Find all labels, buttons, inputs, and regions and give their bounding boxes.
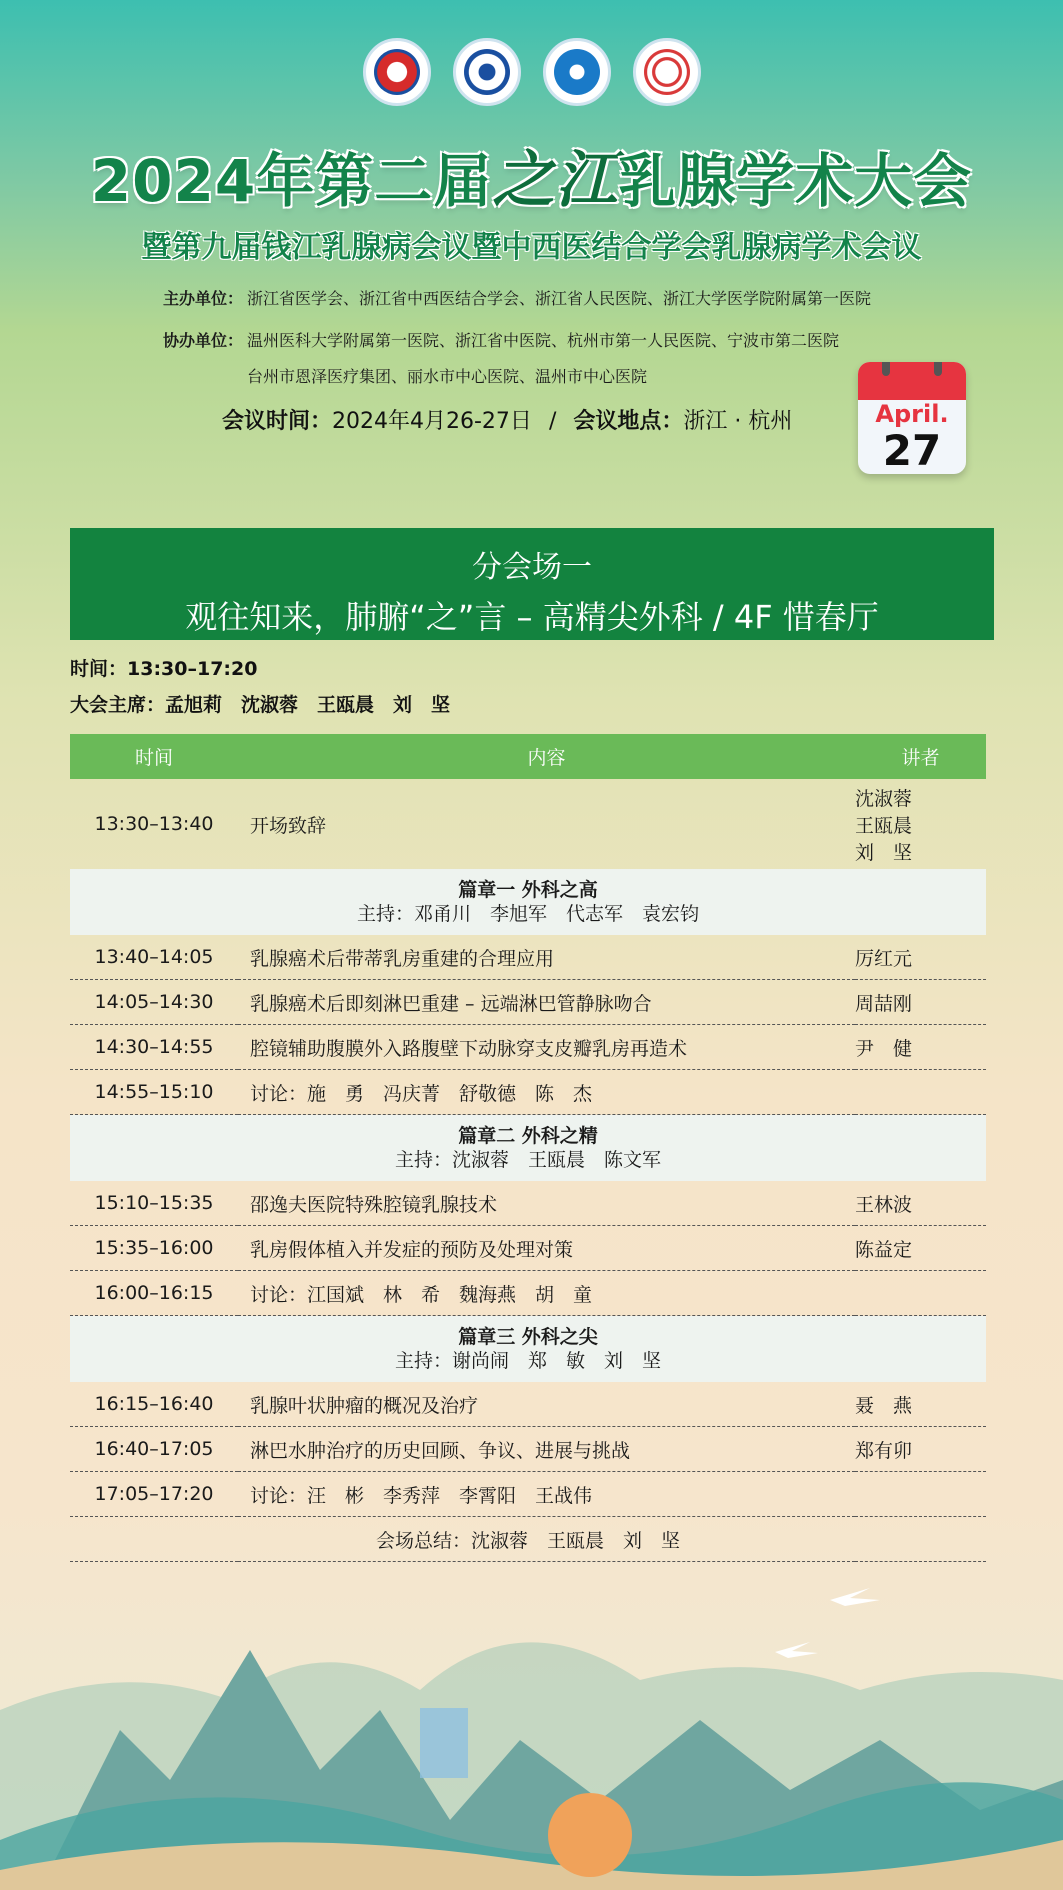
zhejiang-provincial-peoples-hospital-logo [453, 38, 521, 106]
row-time: 17:05–17:20 [70, 1472, 238, 1517]
zhejiang-medical-association-logo [363, 38, 431, 106]
chapter-title: 篇章一 外科之高 [458, 879, 598, 901]
table-row [70, 1181, 986, 1226]
meeting-info [222, 404, 792, 435]
row-time: 15:35–16:00 [70, 1226, 238, 1271]
table-row [70, 779, 986, 869]
table-row [70, 1472, 986, 1517]
separator: / [548, 409, 557, 434]
row-speaker: 周喆刚 [855, 980, 986, 1025]
table-row [70, 1226, 986, 1271]
row-content: 邵逸夫医院特殊腔镜乳腺技术 [238, 1181, 855, 1226]
title-prefix: 2024年第二届 [90, 147, 493, 215]
row-content: 淋巴水肿治疗的历史回顾、争议、进展与挑战 [238, 1427, 855, 1472]
row-speaker [855, 779, 986, 869]
chapter-host: 主持：谢尚闹 郑 敏 刘 坚 [394, 1350, 661, 1372]
row-speaker: 王林波 [855, 1181, 986, 1226]
co-organizer-value-2: 台州市恩泽医疗集团、丽水市中心医院、温州市中心医院 [247, 367, 648, 386]
zhejiang-university-first-hospital-logo [543, 38, 611, 106]
logo-row [0, 38, 1063, 106]
row-content: 乳房假体植入并发症的预防及处理对策 [238, 1226, 855, 1271]
table-row [70, 1070, 986, 1115]
chapter-host: 主持：沈淑蓉 王瓯晨 陈文军 [394, 1149, 661, 1171]
table-header [70, 734, 986, 779]
title-suffix: 乳腺学术大会 [618, 147, 973, 215]
header-speaker: 讲者 [855, 734, 986, 779]
row-content: 腔镜辅助腹膜外入路腹壁下动脉穿支皮瓣乳房再造术 [238, 1025, 855, 1070]
organizer-label: 主办单位： [163, 289, 244, 308]
organizer-value: 浙江省医学会、浙江省中西医结合学会、浙江省人民医院、浙江大学医学院附属第一医院 [247, 289, 872, 308]
session-chairs: 大会主席：孟旭莉 沈淑蓉 王瓯晨 刘 坚 [70, 694, 451, 716]
row-speaker [855, 1271, 986, 1316]
table-row [70, 935, 986, 980]
table-row [70, 1382, 986, 1427]
chapter-row [70, 1316, 986, 1383]
chapter-row [70, 869, 986, 935]
time-value: 2024年4月26-27日 [332, 409, 532, 434]
title-calligraphy: 之江 [492, 143, 619, 216]
calendar-icon [858, 362, 966, 474]
session-title: 分会场一 [472, 550, 592, 585]
schedule-table [70, 734, 986, 1562]
row-speaker [855, 1472, 986, 1517]
row-time: 13:30–13:40 [94, 813, 214, 835]
row-time: 16:40–17:05 [70, 1427, 238, 1472]
co-organizer-label: 协办单位： [163, 331, 244, 350]
speaker-name: 沈淑蓉 [855, 787, 913, 810]
row-time: 14:30–14:55 [70, 1025, 238, 1070]
chapter-host: 主持：邓甬川 李旭军 代志军 袁宏钧 [356, 903, 699, 925]
table-row [70, 980, 986, 1025]
subtitle: 暨第九届钱江乳腺病会议暨中西医结合学会乳腺病学术会议 [141, 230, 922, 265]
header-content: 内容 [238, 734, 855, 779]
row-time: 14:05–14:30 [70, 980, 238, 1025]
time-label: 会议时间： [222, 409, 333, 434]
chapter-row [70, 1115, 986, 1182]
row-speaker: 尹 健 [855, 1025, 986, 1070]
row-time: 13:40–14:05 [70, 935, 238, 980]
table-row [70, 1271, 986, 1316]
place-value: 浙江 · 杭州 [683, 409, 793, 434]
session-banner [70, 528, 994, 640]
row-content: 讨论：汪 彬 李秀萍 李霄阳 王战伟 [238, 1472, 855, 1517]
session-time: 时间：13:30–17:20 [70, 658, 258, 680]
row-time: 16:00–16:15 [70, 1271, 238, 1316]
row-speaker: 聂 燕 [855, 1382, 986, 1427]
calendar-month: April. [875, 400, 949, 428]
table-row [70, 1427, 986, 1472]
row-speaker: 郑有卯 [855, 1427, 986, 1472]
calendar-day: 27 [882, 426, 942, 474]
organizer-line [163, 286, 872, 309]
summary-text: 会场总结：沈淑蓉 王瓯晨 刘 坚 [70, 1517, 986, 1562]
row-content: 讨论：江国斌 林 希 魏海燕 胡 童 [238, 1271, 855, 1316]
co-organizer-line [163, 328, 840, 351]
row-speaker: 陈益定 [855, 1226, 986, 1271]
place-label: 会议地点： [573, 409, 684, 434]
landscape-mountains-cranes-illustration [0, 1540, 1063, 1890]
chapter-title: 篇章二 外科之精 [458, 1125, 598, 1147]
row-speaker: 厉红元 [855, 935, 986, 980]
session-subtitle: 观往知来，肺腑“之”言 – 高精尖外科 / 4F 惜春厅 [185, 598, 879, 636]
speaker-name: 刘 坚 [855, 841, 913, 864]
table-row [70, 1025, 986, 1070]
main-title [0, 130, 1063, 219]
chapter-title: 篇章三 外科之尖 [458, 1326, 598, 1348]
row-time: 14:55–15:10 [70, 1070, 238, 1115]
row-content: 开场致辞 [250, 814, 327, 837]
speaker-name: 王瓯晨 [855, 814, 913, 837]
co-organizer-value-1: 温州医科大学附属第一医院、浙江省中医院、杭州市第一人民医院、宁波市第二医院 [247, 331, 840, 350]
row-content: 讨论：施 勇 冯庆菁 舒敬德 陈 杰 [238, 1070, 855, 1115]
row-content: 乳腺癌术后即刻淋巴重建 – 远端淋巴管静脉吻合 [238, 980, 855, 1025]
row-speaker [855, 1070, 986, 1115]
row-time: 16:15–16:40 [70, 1382, 238, 1427]
row-content: 乳腺叶状肿瘤的概况及治疗 [238, 1382, 855, 1427]
header-time: 时间 [70, 734, 238, 779]
row-content: 乳腺癌术后带蒂乳房重建的合理应用 [238, 935, 855, 980]
row-time: 15:10–15:35 [70, 1181, 238, 1226]
integrated-medicine-society-logo [633, 38, 701, 106]
